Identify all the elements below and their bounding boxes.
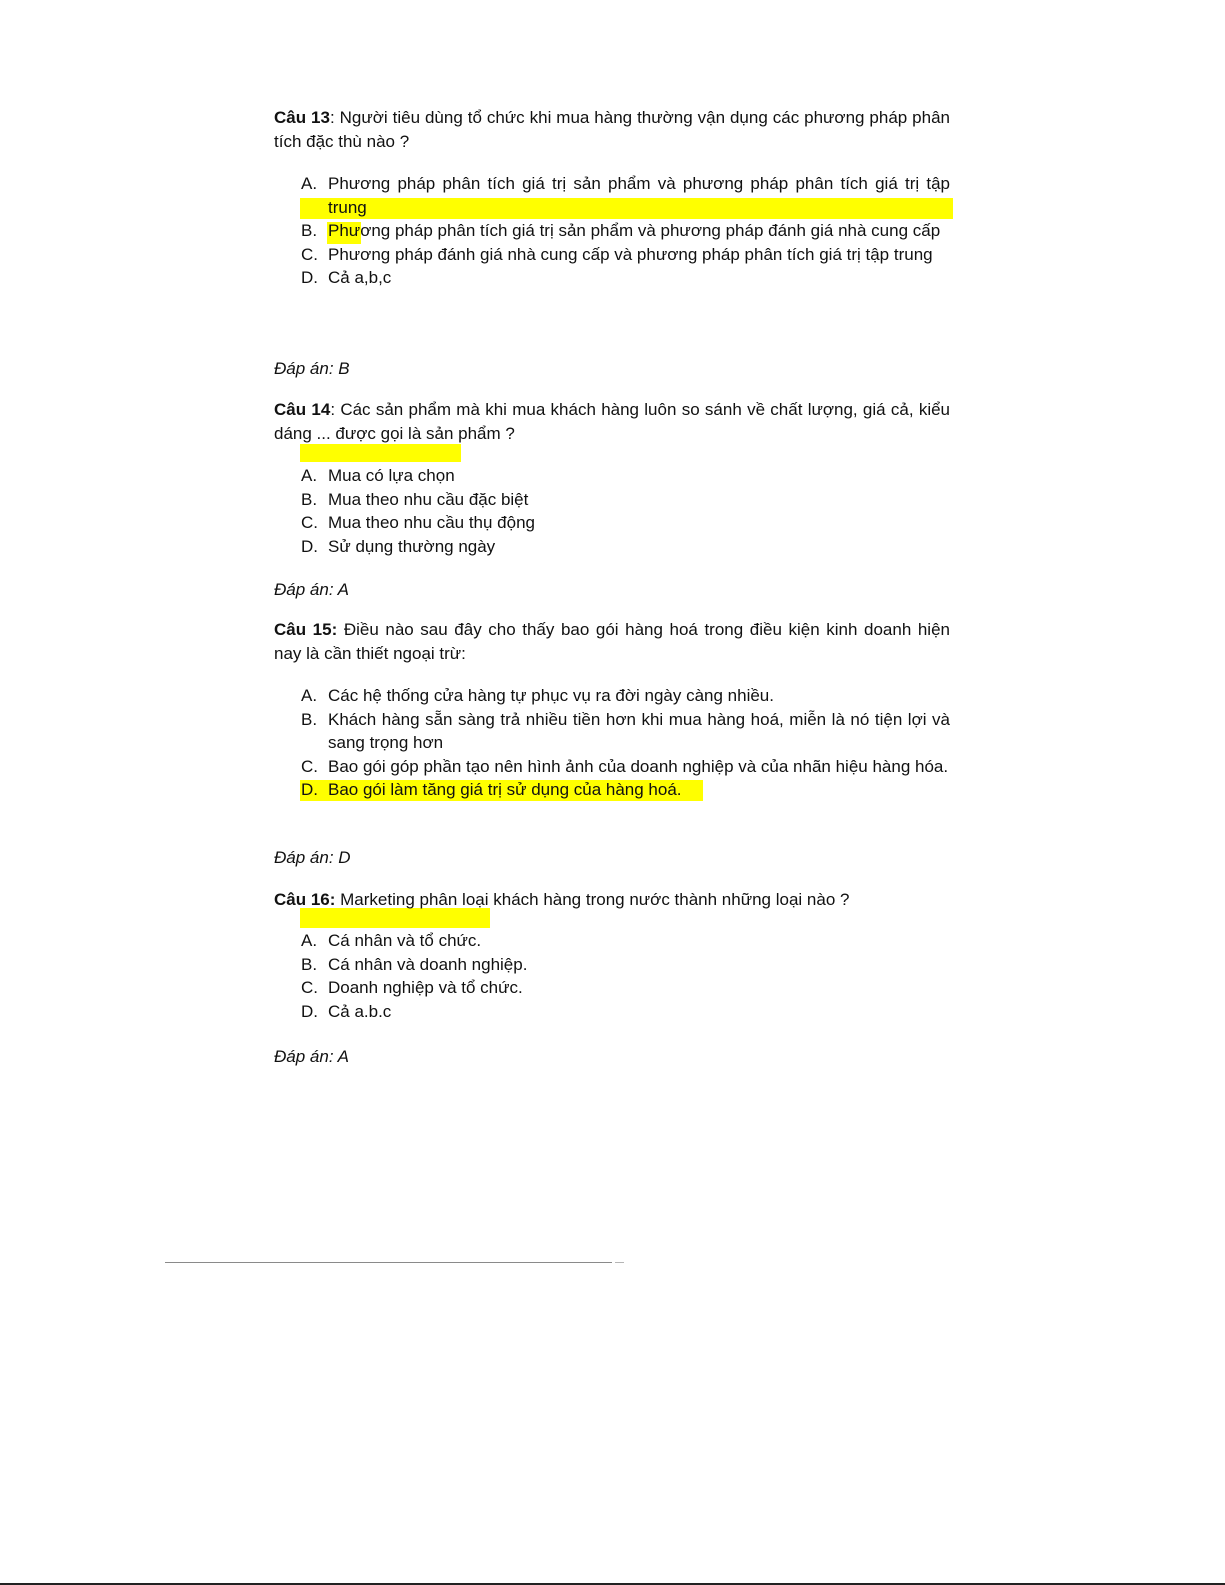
option-letter: D. (301, 268, 318, 287)
option-text: Cá nhân và doanh nghiệp. (328, 954, 528, 974)
option-letter: B. (301, 221, 318, 240)
question-separator: : (330, 400, 336, 419)
option-text: Phương pháp phân tích giá trị sản phẩm và phương pháp phân tích giá trị tập trung (328, 174, 950, 217)
question-label: Câu 15: (274, 620, 338, 639)
question-text: Người tiêu dùng tổ chức khi mua hàng thường vận dụng các phương pháp phân tích đặc thù nào ? (274, 108, 950, 151)
option-letter: B. (301, 489, 318, 509)
option-text: Sử dụng thường ngày (328, 536, 496, 556)
option-c (274, 243, 950, 267)
answer-13: Đáp án: B (274, 359, 350, 378)
option-d (274, 535, 950, 559)
option-a (274, 929, 950, 953)
option-letter: B. (301, 954, 318, 974)
question-text: Marketing phân loại khách hàng trong nước thành những loại nào ? (335, 890, 850, 909)
option-a (274, 464, 950, 488)
option-text: Cá nhân và tổ chức. (328, 931, 482, 950)
option-letter: C. (301, 244, 318, 264)
option-list (274, 464, 950, 558)
highlight-q14-blank (300, 444, 461, 462)
option-letter: A. (301, 174, 318, 193)
question-text: Các sản phẩm mà khi mua khách hàng luôn so sánh về chất lượng, giá cả, kiểu dáng ... được gọi là sản phẩm ? (274, 400, 951, 443)
option-text: Doanh nghiệp và tổ chức. (328, 978, 523, 997)
option-c (274, 976, 950, 1000)
option-b (274, 953, 950, 977)
option-a (274, 684, 950, 708)
option-letter: A. (301, 466, 318, 485)
option-letter: C. (301, 756, 318, 776)
option-b (274, 488, 950, 512)
option-c (274, 755, 950, 779)
option-d (274, 266, 950, 290)
option-list (274, 684, 950, 802)
option-b (274, 708, 950, 755)
question-13 (274, 106, 950, 153)
option-text: Cả a,b,c (328, 268, 392, 287)
question-14 (274, 398, 950, 445)
question-label: Câu 14 (274, 400, 331, 419)
answer-16: Đáp án: A (274, 1047, 349, 1066)
option-letter: A. (301, 931, 318, 950)
option-list (274, 929, 950, 1023)
option-text: Phương pháp đánh giá nhà cung cấp và phương pháp phân tích giá trị tập trung (328, 244, 933, 264)
option-text: ơng pháp phân tích giá trị sản phẩm và phương pháp đánh giá nhà cung cấp (360, 221, 941, 240)
option-letter: D. (301, 780, 318, 799)
question-text: Điều nào sau đây cho thấy bao gói hàng hoá trong điều kiện kinh doanh hiện nay là cần thiết ngoại trừ: (274, 620, 950, 663)
option-a (274, 172, 950, 219)
answer-15: Đáp án: D (274, 848, 351, 867)
option-text: Cả a.b.c (328, 1001, 392, 1021)
footnote-separator (165, 1262, 612, 1263)
option-text: Các hệ thống cửa hàng tự phục vụ ra đời ngày càng nhiều. (328, 686, 774, 705)
option-d (274, 1000, 950, 1024)
option-text: Mua theo nhu cầu đặc biệt (328, 489, 529, 509)
question-label: Câu 16: (274, 890, 336, 909)
option-letter: C. (301, 978, 318, 997)
option-letter: C. (301, 513, 318, 532)
option-text-highlighted: Phư (328, 221, 361, 240)
question-label: Câu 13 (274, 108, 330, 127)
option-list (274, 172, 950, 290)
option-letter: D. (301, 536, 318, 556)
option-letter: A. (301, 686, 318, 705)
option-text: Bao gói làm tăng giá trị sử dụng của hàng hoá. (328, 780, 682, 799)
option-text: Mua có lựa chọn (328, 466, 455, 485)
answer-14: Đáp án: A (274, 580, 349, 599)
option-text: Khách hàng sẵn sàng trả nhiều tiền hơn khi mua hàng hoá, miễn là nó tiện lợi và sang trọng hơn (328, 709, 950, 752)
option-d (274, 778, 950, 802)
option-text: Mua theo nhu cầu thụ động (328, 513, 535, 532)
option-letter: B. (301, 709, 318, 729)
option-b (274, 219, 950, 243)
question-15 (274, 618, 950, 665)
option-text: Bao gói góp phần tạo nên hình ảnh của doanh nghiệp và của nhãn hiệu hàng hóa. (328, 756, 949, 776)
option-c (274, 511, 950, 535)
question-16 (274, 888, 950, 912)
question-separator: : (329, 108, 335, 127)
footnote-separator-tail (615, 1262, 624, 1263)
option-letter: D. (301, 1001, 318, 1021)
